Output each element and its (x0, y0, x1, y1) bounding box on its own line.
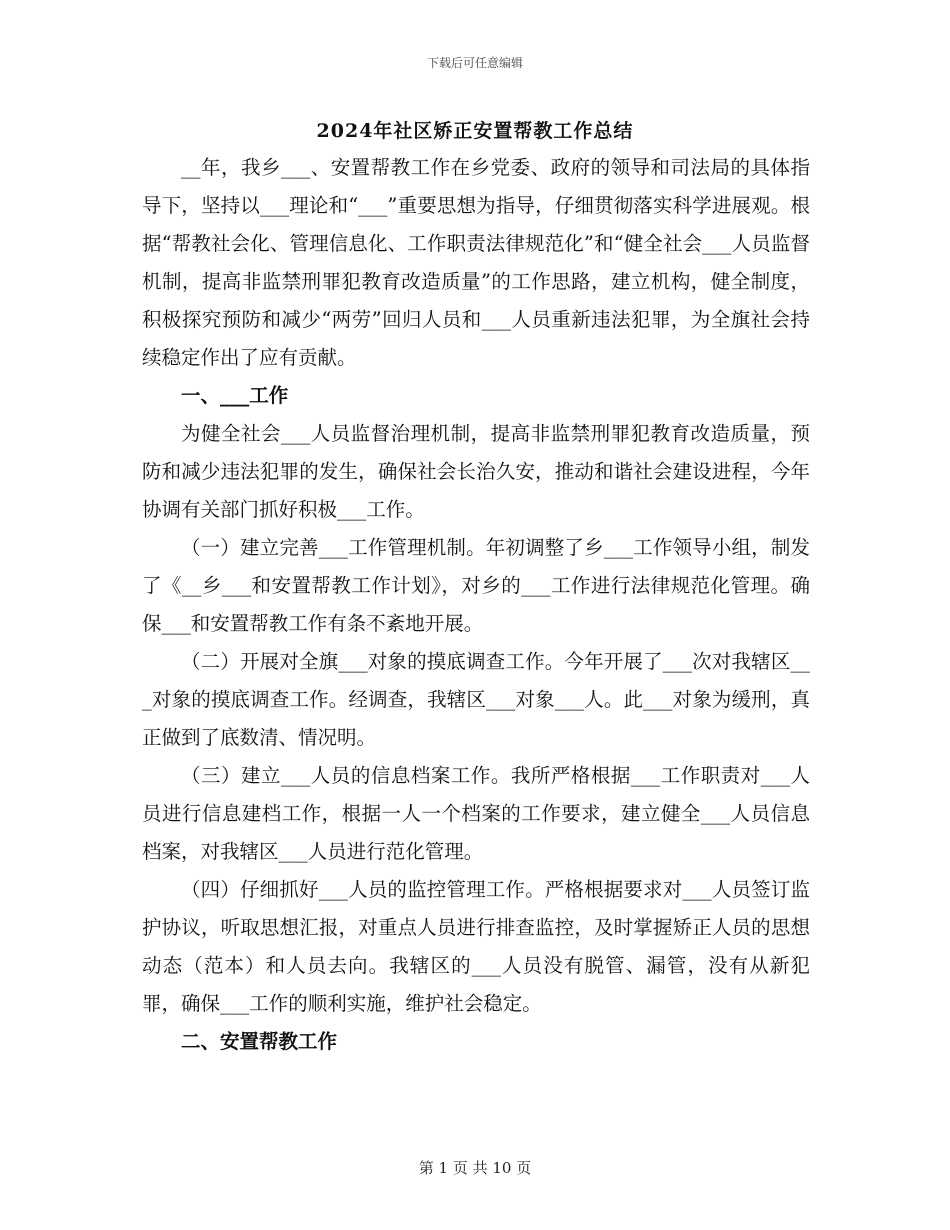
section-1-item-2: （二）开展对全旗___对象的摸底调查工作。今年开展了___次对我辖区___对象的摸底调查工作。经调查，我辖区___对象___人。此___对象为缓刑，真正做到了底数清、情况明。 (142, 650, 810, 749)
intro-paragraph: __年，我乡___、安置帮教工作在乡党委、政府的领导和司法局的具体指导下，坚持以___理论和“___”重要思想为指导，仔细贯彻落实科学进展观。根据“帮教社会化、管理信息化、工作职责法律规范化”和“健全社会___人员监督机制，提高非监禁刑罪犯教育改造质量”的工作思路，建立机构，健全制度，积极探究预防和减少“两劳”回归人员和___人员重新违法犯罪，为全旗社会持续稳定作出了应有贡献。 (142, 156, 810, 369)
page-header-note: 下载后可任意编辑 (426, 56, 523, 70)
page-footer-number: 第 1 页 共 10 页 (418, 1159, 532, 1177)
section-1-item-3: （三）建立___人员的信息档案工作。我所严格根据___工作职责对___人员进行信息建档工作，根据一人一个档案的工作要求，建立健全___人员信息档案，对我辖区___人员进行范化管理。 (142, 764, 810, 863)
section-heading-1: 一、___工作 (181, 384, 289, 407)
section-1-intro-paragraph: 为健全社会___人员监督治理机制，提高非监禁刑罪犯教育改造质量，预防和减少违法犯罪的发生，确保社会长治久安，推动和谐社会建设进程，今年协调有关部门抓好积极___工作。 (142, 422, 810, 521)
section-heading-2: 二、安置帮教工作 (181, 1030, 338, 1053)
section-1-item-1: （一）建立完善___工作管理机制。年初调整了乡___工作领导小组，制发了《__乡___和安置帮教工作计划》，对乡的___工作进行法律规范化管理。确保___和安置帮教工作有条不紊地开展。 (142, 536, 810, 635)
document-body (142, 149, 810, 1061)
document-title: 2024年社区矫正安置帮教工作总结 (316, 120, 634, 142)
section-1-item-4: （四）仔细抓好___人员的监控管理工作。严格根据要求对___人员签订监护协议，听取思想汇报，对重点人员进行排查监控，及时掌握矫正人员的思想动态（范本）和人员去向。我辖区的___人员没有脱管、漏管，没有从新犯罪，确保___工作的顺利实施，维护社会稳定。 (142, 878, 810, 1015)
